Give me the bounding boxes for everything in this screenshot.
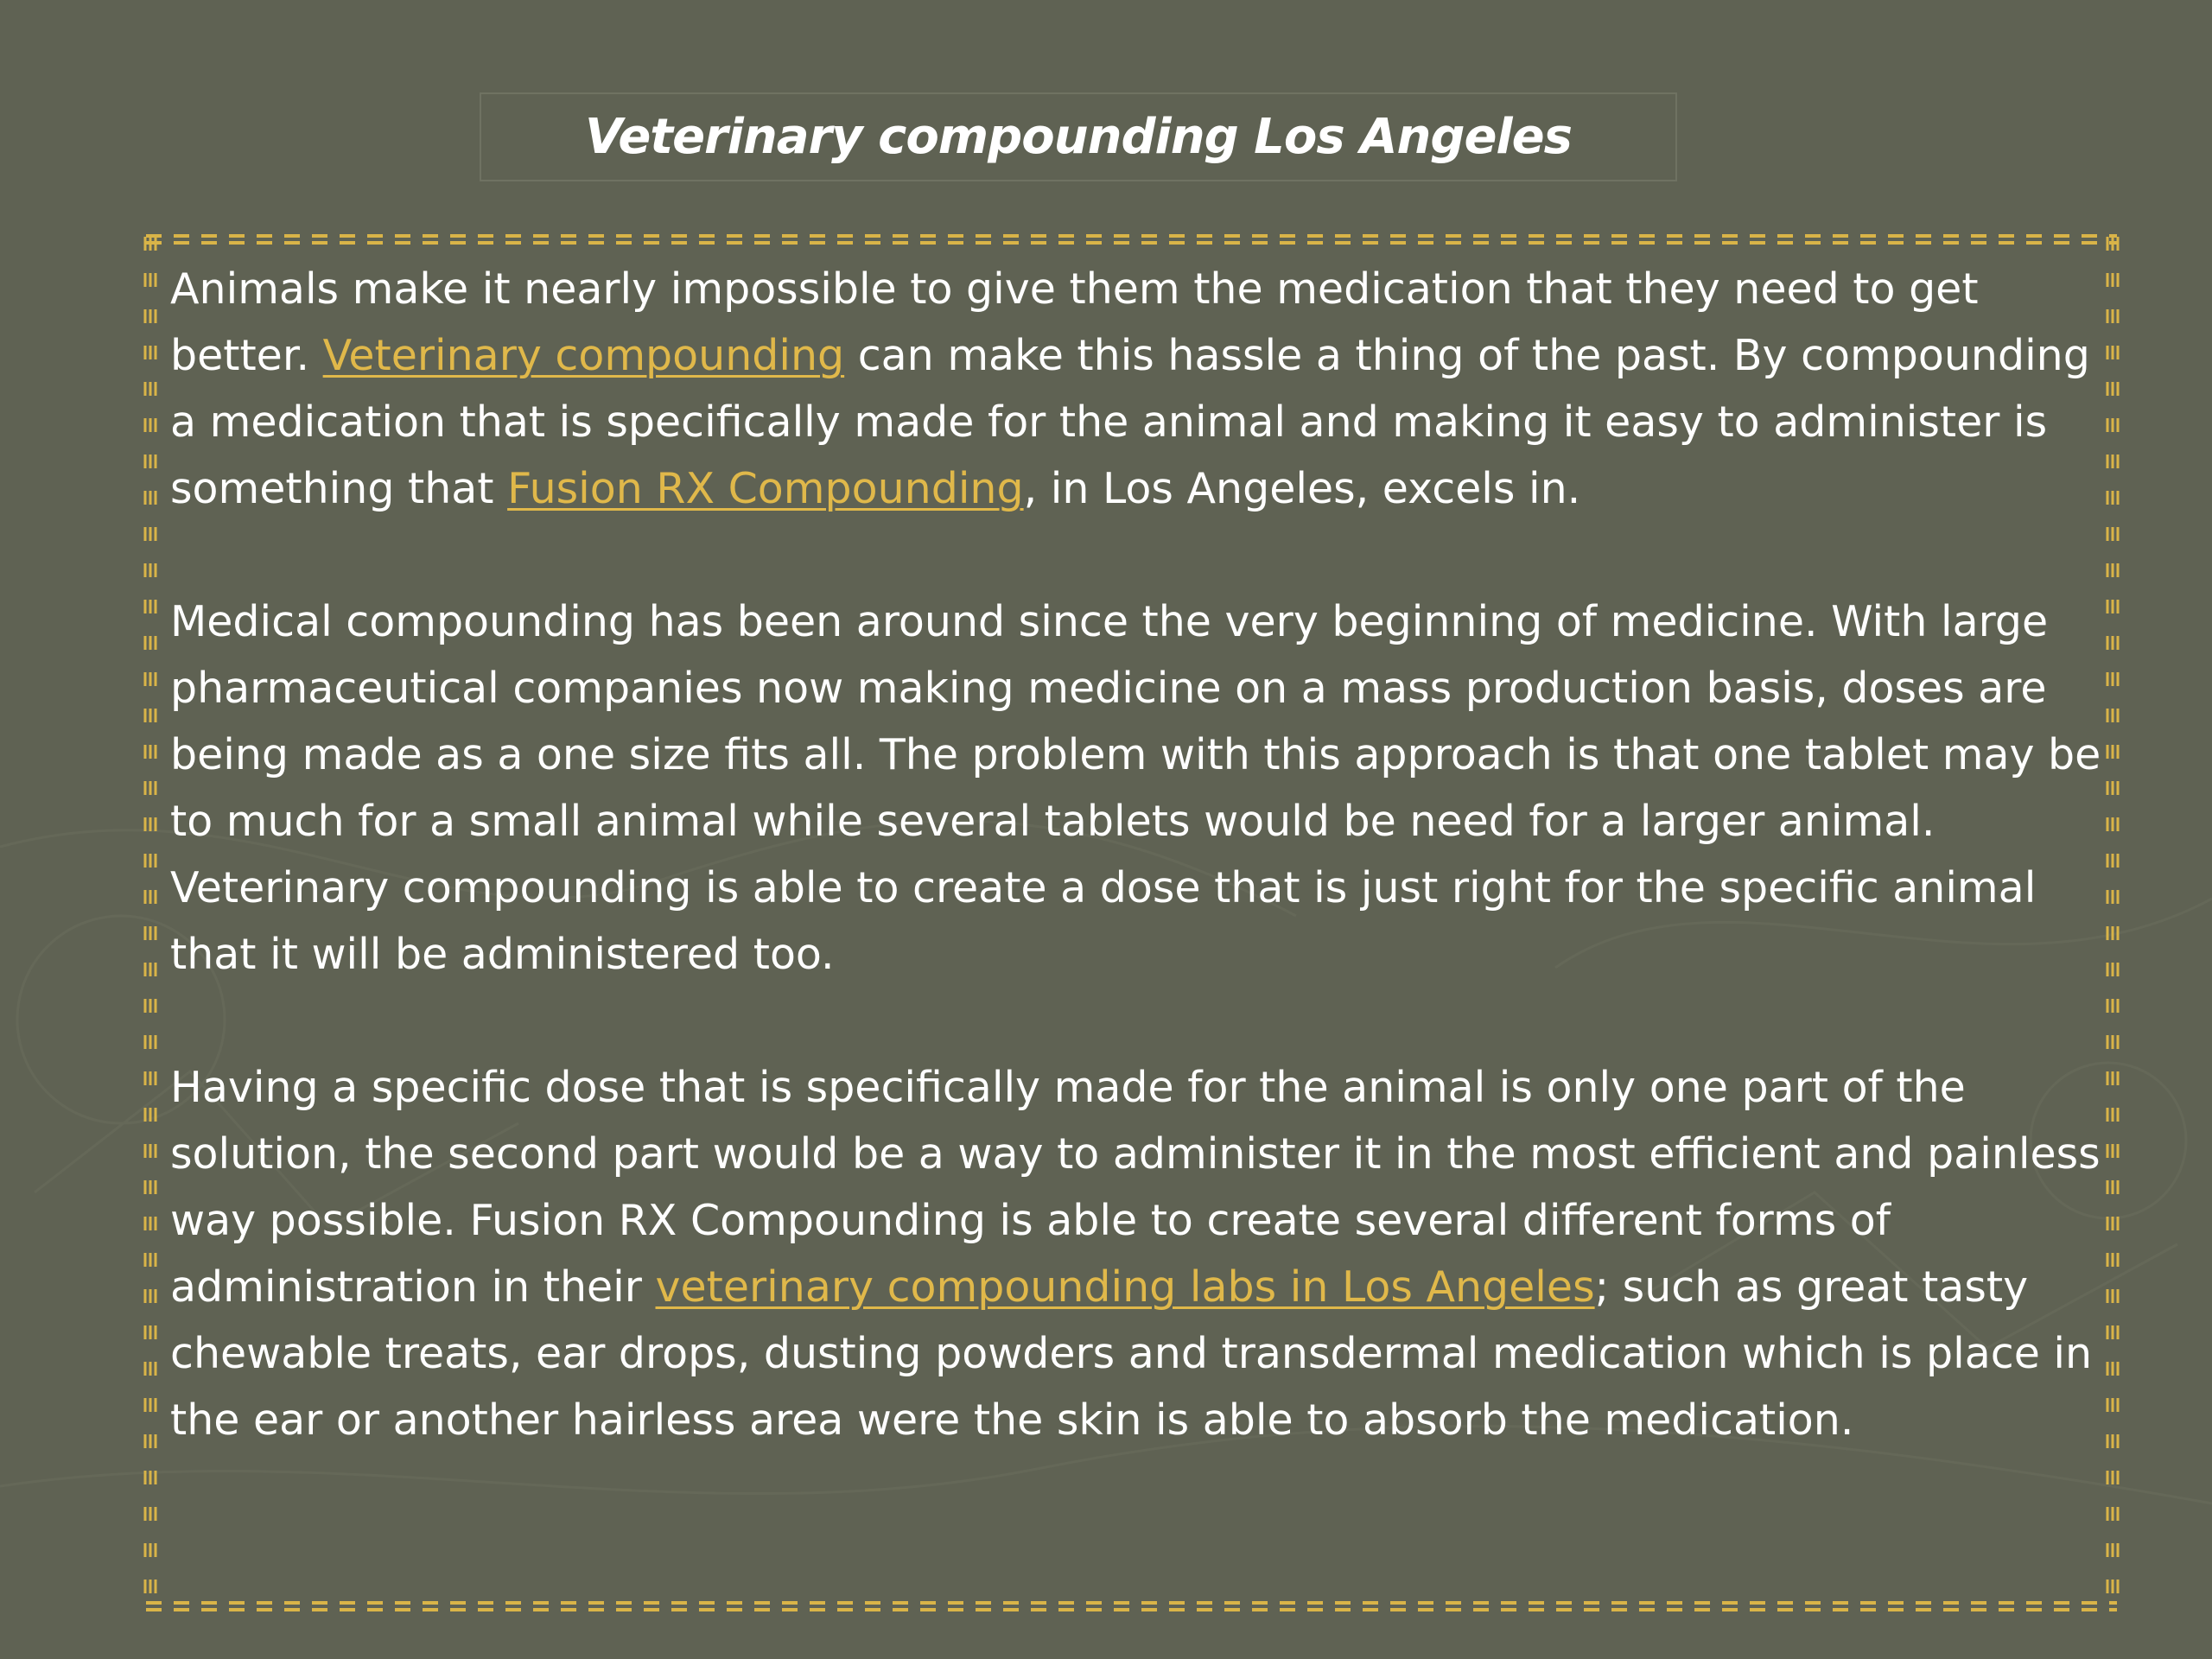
paragraph-1-text-a: Animals make it nearly impossible to give them the medication that they need to get better. (170, 264, 1979, 380)
fusion-rx-compounding-link[interactable]: Fusion RX Compounding (507, 464, 1024, 513)
paragraph-1-text-b: can make this hassle a thing of the past. By compounding a medication that is specifically made for the animal and making it easy to administer is something that (170, 331, 2090, 513)
page-title: Veterinary compounding Los Angeles (585, 109, 1572, 165)
paragraph-3 (170, 1054, 2114, 1453)
veterinary-compounding-labs-link[interactable]: veterinary compounding labs in Los Angeles (655, 1262, 1595, 1312)
paragraph-3-text-a: Having a specific dose that is specifically made for the animal is only one part of the solution, the second part would be a way to administer it in the most efficient and painless way possible. Fusion RX Compounding is able to create several different forms of administration in their (170, 1063, 2101, 1312)
paragraph-3-text-b: ; such as great tasty chewable treats, ear drops, dusting powders and transdermal medication which is place in the ear or another hairless area were the skin is able to absorb the medication. (170, 1262, 2093, 1445)
paragraph-1-text-c: , in Los Angeles, excels in. (1023, 464, 1581, 513)
content-frame (141, 232, 2122, 1614)
content-body (170, 256, 2114, 1453)
title-box (480, 92, 1677, 181)
paragraph-1 (170, 256, 2114, 522)
paragraph-2: Medical compounding has been around since the very beginning of medicine. With large pharmaceutical companies now making medicine on a mass production basis, doses are being made as a one size fits all. The problem with this approach is that one tablet may be to much for a small animal while several tablets would be need for a larger animal. Veterinary compounding is able to create a dose that is just right for the specific animal that it will be administered too. (170, 597, 2101, 979)
veterinary-compounding-link[interactable]: Veterinary compounding (322, 331, 845, 380)
